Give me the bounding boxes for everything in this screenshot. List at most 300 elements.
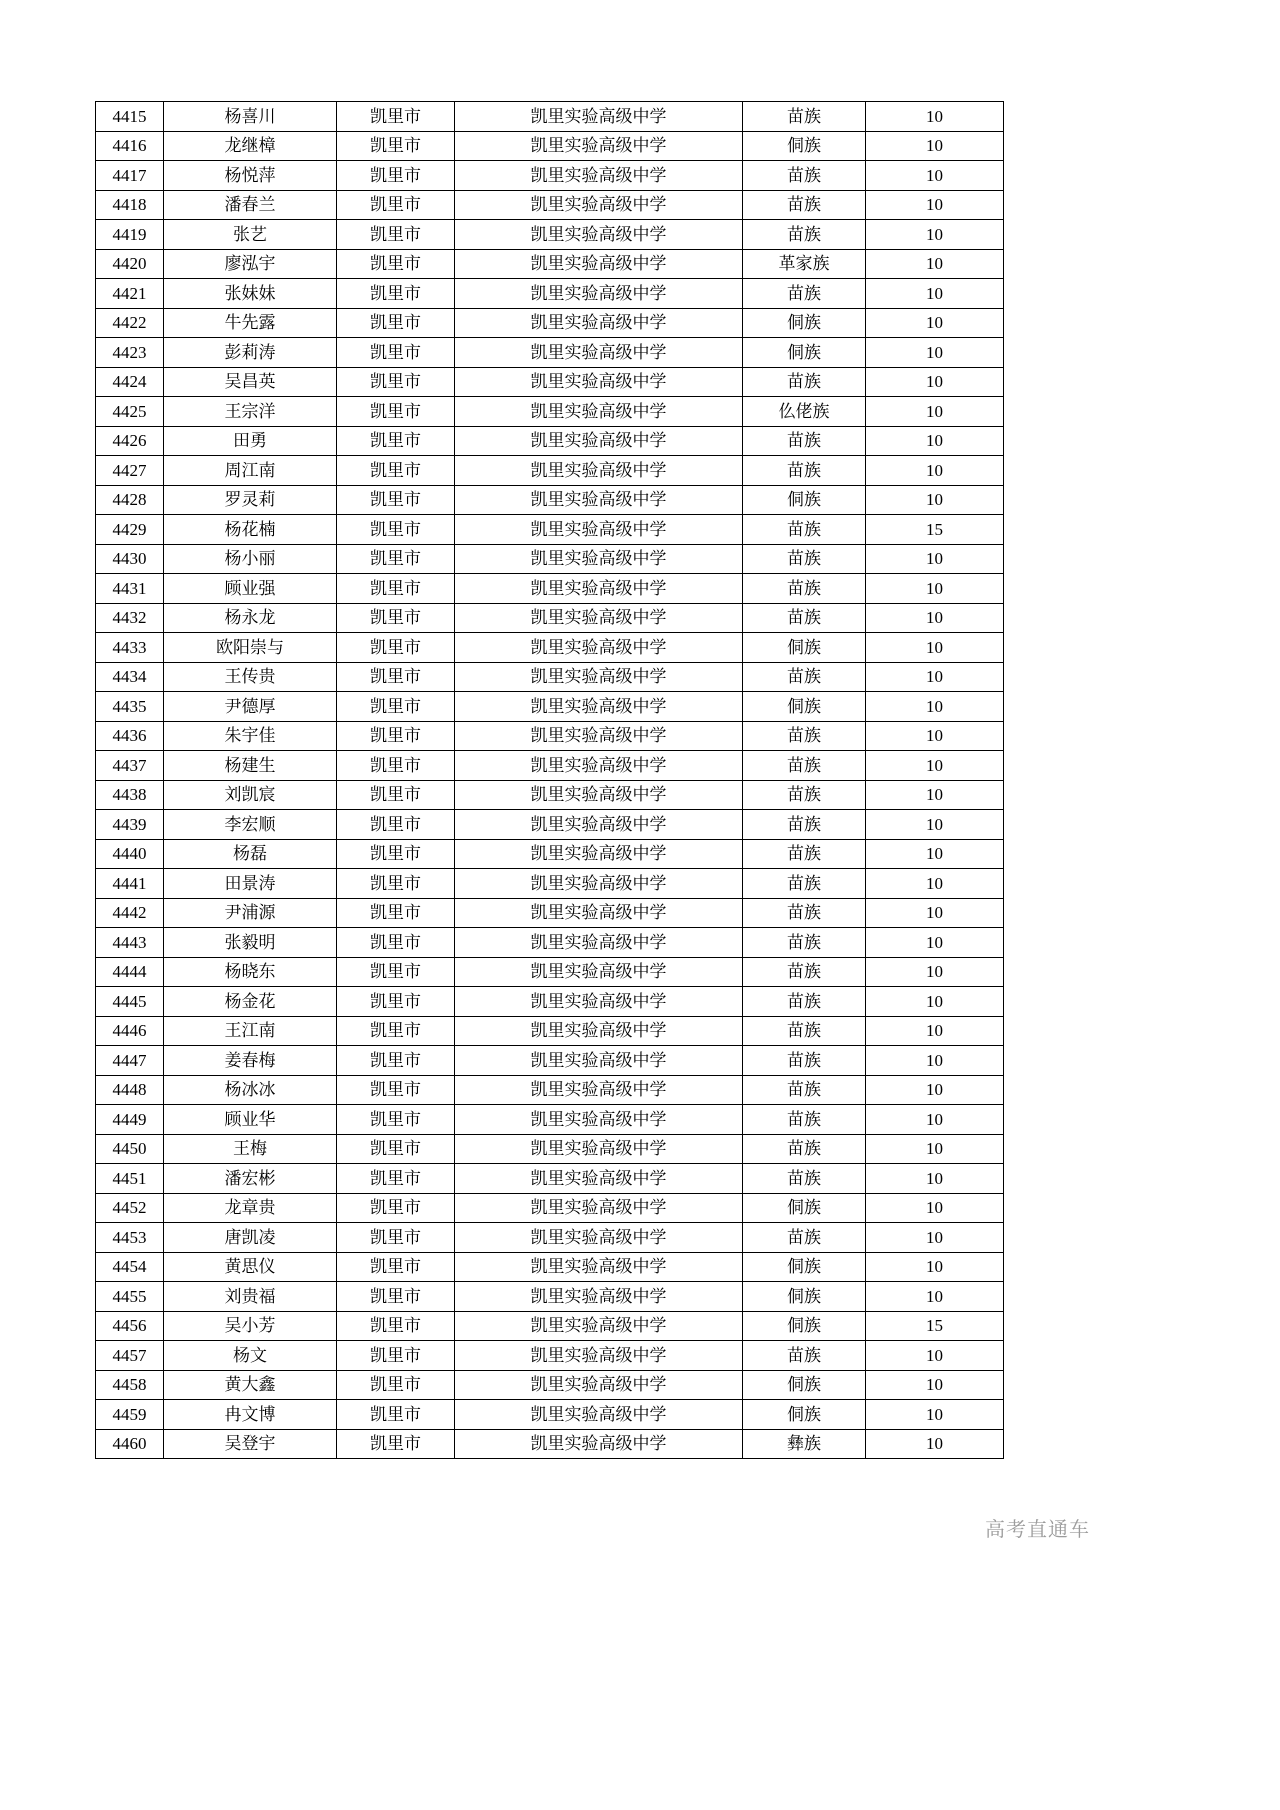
cell-name: 顾业强 xyxy=(164,574,337,604)
cell-id: 4426 xyxy=(96,426,164,456)
cell-city: 凯里市 xyxy=(337,249,455,279)
cell-school: 凯里实验高级中学 xyxy=(455,574,743,604)
cell-score: 10 xyxy=(866,1370,1004,1400)
table-row xyxy=(96,1046,1004,1076)
cell-id: 4448 xyxy=(96,1075,164,1105)
cell-id: 4451 xyxy=(96,1164,164,1194)
cell-name: 尹浦源 xyxy=(164,898,337,928)
cell-city: 凯里市 xyxy=(337,1193,455,1223)
cell-ethnicity: 侗族 xyxy=(743,633,866,663)
table-row xyxy=(96,928,1004,958)
table-row xyxy=(96,249,1004,279)
cell-ethnicity: 侗族 xyxy=(743,485,866,515)
cell-school: 凯里实验高级中学 xyxy=(455,898,743,928)
cell-ethnicity: 侗族 xyxy=(743,1282,866,1312)
cell-city: 凯里市 xyxy=(337,102,455,132)
cell-ethnicity: 苗族 xyxy=(743,1164,866,1194)
cell-id: 4420 xyxy=(96,249,164,279)
cell-name: 唐凯凌 xyxy=(164,1223,337,1253)
cell-school: 凯里实验高级中学 xyxy=(455,1223,743,1253)
table-row xyxy=(96,397,1004,427)
cell-school: 凯里实验高级中学 xyxy=(455,869,743,899)
cell-id: 4457 xyxy=(96,1341,164,1371)
table-row xyxy=(96,190,1004,220)
cell-ethnicity: 苗族 xyxy=(743,987,866,1017)
cell-city: 凯里市 xyxy=(337,839,455,869)
cell-ethnicity: 侗族 xyxy=(743,308,866,338)
table-row xyxy=(96,1223,1004,1253)
table-row xyxy=(96,898,1004,928)
cell-score: 10 xyxy=(866,338,1004,368)
cell-school: 凯里实验高级中学 xyxy=(455,662,743,692)
cell-id: 4443 xyxy=(96,928,164,958)
cell-school: 凯里实验高级中学 xyxy=(455,131,743,161)
table-row xyxy=(96,456,1004,486)
cell-ethnicity: 苗族 xyxy=(743,898,866,928)
cell-score: 10 xyxy=(866,1223,1004,1253)
cell-ethnicity: 侗族 xyxy=(743,1252,866,1282)
cell-id: 4438 xyxy=(96,780,164,810)
table-row xyxy=(96,1075,1004,1105)
cell-city: 凯里市 xyxy=(337,721,455,751)
cell-name: 彭莉涛 xyxy=(164,338,337,368)
table-row xyxy=(96,515,1004,545)
table-row xyxy=(96,810,1004,840)
table-row xyxy=(96,1193,1004,1223)
records-table-container xyxy=(95,101,1004,1459)
table-row xyxy=(96,220,1004,250)
cell-school: 凯里实验高级中学 xyxy=(455,1341,743,1371)
cell-ethnicity: 苗族 xyxy=(743,1046,866,1076)
cell-school: 凯里实验高级中学 xyxy=(455,161,743,191)
cell-id: 4446 xyxy=(96,1016,164,1046)
cell-id: 4423 xyxy=(96,338,164,368)
cell-school: 凯里实验高级中学 xyxy=(455,544,743,574)
cell-id: 4437 xyxy=(96,751,164,781)
cell-score: 10 xyxy=(866,1105,1004,1135)
table-row xyxy=(96,869,1004,899)
cell-score: 10 xyxy=(866,662,1004,692)
cell-name: 龙章贵 xyxy=(164,1193,337,1223)
table-row xyxy=(96,1016,1004,1046)
cell-score: 10 xyxy=(866,987,1004,1017)
cell-city: 凯里市 xyxy=(337,397,455,427)
cell-name: 牛先露 xyxy=(164,308,337,338)
cell-id: 4453 xyxy=(96,1223,164,1253)
cell-name: 王传贵 xyxy=(164,662,337,692)
cell-city: 凯里市 xyxy=(337,338,455,368)
table-row xyxy=(96,338,1004,368)
cell-name: 杨金花 xyxy=(164,987,337,1017)
cell-score: 10 xyxy=(866,692,1004,722)
table-row xyxy=(96,1429,1004,1459)
table-row xyxy=(96,308,1004,338)
cell-name: 廖泓宇 xyxy=(164,249,337,279)
table-row xyxy=(96,1105,1004,1135)
cell-city: 凯里市 xyxy=(337,1400,455,1430)
cell-ethnicity: 革家族 xyxy=(743,249,866,279)
cell-name: 周江南 xyxy=(164,456,337,486)
cell-name: 杨悦萍 xyxy=(164,161,337,191)
cell-name: 王江南 xyxy=(164,1016,337,1046)
cell-score: 10 xyxy=(866,249,1004,279)
table-row xyxy=(96,662,1004,692)
cell-city: 凯里市 xyxy=(337,1341,455,1371)
cell-school: 凯里实验高级中学 xyxy=(455,190,743,220)
cell-school: 凯里实验高级中学 xyxy=(455,928,743,958)
records-table xyxy=(95,101,1004,1459)
cell-ethnicity: 侗族 xyxy=(743,1193,866,1223)
table-row xyxy=(96,957,1004,987)
cell-name: 朱宇佳 xyxy=(164,721,337,751)
cell-id: 4449 xyxy=(96,1105,164,1135)
table-row xyxy=(96,1252,1004,1282)
table-row xyxy=(96,161,1004,191)
cell-score: 10 xyxy=(866,898,1004,928)
cell-name: 杨喜川 xyxy=(164,102,337,132)
cell-score: 10 xyxy=(866,721,1004,751)
cell-id: 4419 xyxy=(96,220,164,250)
cell-school: 凯里实验高级中学 xyxy=(455,308,743,338)
cell-score: 10 xyxy=(866,456,1004,486)
cell-name: 吴昌英 xyxy=(164,367,337,397)
table-row xyxy=(96,1311,1004,1341)
cell-name: 欧阳崇与 xyxy=(164,633,337,663)
cell-id: 4455 xyxy=(96,1282,164,1312)
table-row xyxy=(96,1134,1004,1164)
table-row xyxy=(96,633,1004,663)
cell-id: 4452 xyxy=(96,1193,164,1223)
table-row xyxy=(96,1282,1004,1312)
cell-school: 凯里实验高级中学 xyxy=(455,515,743,545)
cell-city: 凯里市 xyxy=(337,1370,455,1400)
cell-school: 凯里实验高级中学 xyxy=(455,692,743,722)
cell-score: 10 xyxy=(866,780,1004,810)
cell-id: 4415 xyxy=(96,102,164,132)
cell-school: 凯里实验高级中学 xyxy=(455,1105,743,1135)
cell-ethnicity: 苗族 xyxy=(743,1223,866,1253)
cell-ethnicity: 苗族 xyxy=(743,367,866,397)
cell-name: 张妹妹 xyxy=(164,279,337,309)
cell-ethnicity: 苗族 xyxy=(743,810,866,840)
cell-id: 4445 xyxy=(96,987,164,1017)
cell-ethnicity: 苗族 xyxy=(743,220,866,250)
cell-city: 凯里市 xyxy=(337,456,455,486)
cell-ethnicity: 仫佬族 xyxy=(743,397,866,427)
table-row xyxy=(96,102,1004,132)
cell-ethnicity: 侗族 xyxy=(743,692,866,722)
cell-name: 龙继樟 xyxy=(164,131,337,161)
cell-city: 凯里市 xyxy=(337,426,455,456)
table-row xyxy=(96,1400,1004,1430)
cell-school: 凯里实验高级中学 xyxy=(455,485,743,515)
cell-name: 杨小丽 xyxy=(164,544,337,574)
cell-school: 凯里实验高级中学 xyxy=(455,279,743,309)
cell-school: 凯里实验高级中学 xyxy=(455,426,743,456)
cell-score: 10 xyxy=(866,397,1004,427)
cell-id: 4441 xyxy=(96,869,164,899)
cell-school: 凯里实验高级中学 xyxy=(455,1046,743,1076)
cell-city: 凯里市 xyxy=(337,308,455,338)
cell-score: 10 xyxy=(866,633,1004,663)
cell-name: 杨磊 xyxy=(164,839,337,869)
cell-city: 凯里市 xyxy=(337,1164,455,1194)
cell-id: 4428 xyxy=(96,485,164,515)
cell-name: 吴登宇 xyxy=(164,1429,337,1459)
cell-school: 凯里实验高级中学 xyxy=(455,102,743,132)
cell-city: 凯里市 xyxy=(337,1046,455,1076)
cell-ethnicity: 苗族 xyxy=(743,928,866,958)
cell-id: 4433 xyxy=(96,633,164,663)
cell-ethnicity: 苗族 xyxy=(743,544,866,574)
cell-score: 10 xyxy=(866,1193,1004,1223)
table-row xyxy=(96,544,1004,574)
cell-id: 4424 xyxy=(96,367,164,397)
cell-city: 凯里市 xyxy=(337,1134,455,1164)
cell-id: 4460 xyxy=(96,1429,164,1459)
cell-city: 凯里市 xyxy=(337,544,455,574)
cell-school: 凯里实验高级中学 xyxy=(455,810,743,840)
cell-ethnicity: 苗族 xyxy=(743,574,866,604)
cell-school: 凯里实验高级中学 xyxy=(455,957,743,987)
cell-name: 李宏顺 xyxy=(164,810,337,840)
cell-city: 凯里市 xyxy=(337,279,455,309)
cell-ethnicity: 侗族 xyxy=(743,131,866,161)
cell-score: 10 xyxy=(866,810,1004,840)
cell-ethnicity: 侗族 xyxy=(743,1400,866,1430)
cell-school: 凯里实验高级中学 xyxy=(455,1400,743,1430)
cell-ethnicity: 苗族 xyxy=(743,1134,866,1164)
cell-id: 4430 xyxy=(96,544,164,574)
cell-score: 10 xyxy=(866,1134,1004,1164)
cell-school: 凯里实验高级中学 xyxy=(455,1075,743,1105)
cell-name: 刘贵福 xyxy=(164,1282,337,1312)
cell-name: 杨文 xyxy=(164,1341,337,1371)
cell-id: 4416 xyxy=(96,131,164,161)
cell-ethnicity: 苗族 xyxy=(743,721,866,751)
cell-school: 凯里实验高级中学 xyxy=(455,1134,743,1164)
cell-score: 15 xyxy=(866,1311,1004,1341)
table-row xyxy=(96,426,1004,456)
cell-name: 杨冰冰 xyxy=(164,1075,337,1105)
cell-city: 凯里市 xyxy=(337,662,455,692)
cell-score: 10 xyxy=(866,957,1004,987)
cell-ethnicity: 苗族 xyxy=(743,190,866,220)
cell-city: 凯里市 xyxy=(337,751,455,781)
cell-ethnicity: 苗族 xyxy=(743,1016,866,1046)
cell-city: 凯里市 xyxy=(337,1105,455,1135)
cell-ethnicity: 苗族 xyxy=(743,839,866,869)
cell-score: 10 xyxy=(866,102,1004,132)
cell-score: 10 xyxy=(866,1341,1004,1371)
cell-score: 10 xyxy=(866,928,1004,958)
cell-name: 冉文博 xyxy=(164,1400,337,1430)
cell-school: 凯里实验高级中学 xyxy=(455,1016,743,1046)
cell-name: 刘凯宸 xyxy=(164,780,337,810)
cell-id: 4450 xyxy=(96,1134,164,1164)
cell-name: 黄大鑫 xyxy=(164,1370,337,1400)
cell-score: 10 xyxy=(866,1046,1004,1076)
table-row xyxy=(96,574,1004,604)
cell-id: 4421 xyxy=(96,279,164,309)
cell-ethnicity: 苗族 xyxy=(743,102,866,132)
cell-score: 10 xyxy=(866,751,1004,781)
cell-school: 凯里实验高级中学 xyxy=(455,367,743,397)
cell-score: 10 xyxy=(866,161,1004,191)
cell-school: 凯里实验高级中学 xyxy=(455,633,743,663)
cell-name: 姜春梅 xyxy=(164,1046,337,1076)
cell-score: 10 xyxy=(866,544,1004,574)
cell-id: 4456 xyxy=(96,1311,164,1341)
cell-ethnicity: 侗族 xyxy=(743,1311,866,1341)
table-row xyxy=(96,485,1004,515)
cell-city: 凯里市 xyxy=(337,1429,455,1459)
cell-city: 凯里市 xyxy=(337,485,455,515)
cell-name: 罗灵莉 xyxy=(164,485,337,515)
cell-id: 4442 xyxy=(96,898,164,928)
cell-id: 4435 xyxy=(96,692,164,722)
cell-school: 凯里实验高级中学 xyxy=(455,1193,743,1223)
cell-ethnicity: 苗族 xyxy=(743,426,866,456)
cell-name: 张艺 xyxy=(164,220,337,250)
cell-score: 10 xyxy=(866,1075,1004,1105)
table-row xyxy=(96,1370,1004,1400)
cell-name: 杨晓东 xyxy=(164,957,337,987)
cell-score: 10 xyxy=(866,485,1004,515)
cell-school: 凯里实验高级中学 xyxy=(455,1370,743,1400)
table-row xyxy=(96,780,1004,810)
cell-id: 4427 xyxy=(96,456,164,486)
cell-score: 10 xyxy=(866,1252,1004,1282)
cell-score: 10 xyxy=(866,367,1004,397)
cell-ethnicity: 苗族 xyxy=(743,1075,866,1105)
cell-school: 凯里实验高级中学 xyxy=(455,249,743,279)
cell-city: 凯里市 xyxy=(337,574,455,604)
table-row xyxy=(96,721,1004,751)
cell-name: 尹德厚 xyxy=(164,692,337,722)
cell-ethnicity: 苗族 xyxy=(743,456,866,486)
cell-school: 凯里实验高级中学 xyxy=(455,987,743,1017)
cell-city: 凯里市 xyxy=(337,810,455,840)
cell-score: 10 xyxy=(866,1164,1004,1194)
table-row xyxy=(96,1341,1004,1371)
cell-city: 凯里市 xyxy=(337,515,455,545)
cell-score: 10 xyxy=(866,1400,1004,1430)
cell-ethnicity: 苗族 xyxy=(743,662,866,692)
table-row xyxy=(96,603,1004,633)
cell-id: 4422 xyxy=(96,308,164,338)
cell-ethnicity: 苗族 xyxy=(743,957,866,987)
table-row xyxy=(96,1164,1004,1194)
cell-score: 10 xyxy=(866,279,1004,309)
cell-ethnicity: 彝族 xyxy=(743,1429,866,1459)
cell-id: 4454 xyxy=(96,1252,164,1282)
cell-city: 凯里市 xyxy=(337,1311,455,1341)
cell-city: 凯里市 xyxy=(337,190,455,220)
cell-score: 10 xyxy=(866,603,1004,633)
cell-school: 凯里实验高级中学 xyxy=(455,1282,743,1312)
cell-school: 凯里实验高级中学 xyxy=(455,839,743,869)
cell-name: 黄思仪 xyxy=(164,1252,337,1282)
cell-city: 凯里市 xyxy=(337,1075,455,1105)
table-row xyxy=(96,279,1004,309)
cell-ethnicity: 苗族 xyxy=(743,603,866,633)
cell-ethnicity: 苗族 xyxy=(743,515,866,545)
cell-id: 4432 xyxy=(96,603,164,633)
cell-name: 王梅 xyxy=(164,1134,337,1164)
cell-school: 凯里实验高级中学 xyxy=(455,721,743,751)
cell-city: 凯里市 xyxy=(337,220,455,250)
cell-city: 凯里市 xyxy=(337,1282,455,1312)
cell-id: 4447 xyxy=(96,1046,164,1076)
cell-city: 凯里市 xyxy=(337,928,455,958)
cell-name: 杨花楠 xyxy=(164,515,337,545)
cell-name: 潘宏彬 xyxy=(164,1164,337,1194)
cell-name: 田勇 xyxy=(164,426,337,456)
table-row xyxy=(96,751,1004,781)
cell-city: 凯里市 xyxy=(337,131,455,161)
cell-ethnicity: 苗族 xyxy=(743,1105,866,1135)
cell-id: 4425 xyxy=(96,397,164,427)
cell-school: 凯里实验高级中学 xyxy=(455,1164,743,1194)
cell-ethnicity: 侗族 xyxy=(743,1370,866,1400)
cell-id: 4429 xyxy=(96,515,164,545)
cell-city: 凯里市 xyxy=(337,898,455,928)
table-row xyxy=(96,131,1004,161)
cell-ethnicity: 侗族 xyxy=(743,338,866,368)
cell-name: 杨永龙 xyxy=(164,603,337,633)
cell-school: 凯里实验高级中学 xyxy=(455,397,743,427)
cell-city: 凯里市 xyxy=(337,869,455,899)
cell-ethnicity: 苗族 xyxy=(743,1341,866,1371)
cell-name: 张毅明 xyxy=(164,928,337,958)
cell-score: 10 xyxy=(866,839,1004,869)
cell-name: 王宗洋 xyxy=(164,397,337,427)
cell-name: 顾业华 xyxy=(164,1105,337,1135)
cell-score: 10 xyxy=(866,220,1004,250)
cell-score: 10 xyxy=(866,426,1004,456)
cell-ethnicity: 苗族 xyxy=(743,751,866,781)
cell-ethnicity: 苗族 xyxy=(743,869,866,899)
cell-school: 凯里实验高级中学 xyxy=(455,1311,743,1341)
cell-school: 凯里实验高级中学 xyxy=(455,456,743,486)
cell-score: 10 xyxy=(866,190,1004,220)
cell-score: 10 xyxy=(866,574,1004,604)
cell-score: 10 xyxy=(866,1016,1004,1046)
cell-id: 4440 xyxy=(96,839,164,869)
cell-city: 凯里市 xyxy=(337,1223,455,1253)
cell-city: 凯里市 xyxy=(337,1016,455,1046)
cell-id: 4439 xyxy=(96,810,164,840)
cell-name: 杨建生 xyxy=(164,751,337,781)
records-table-body xyxy=(96,102,1004,1459)
cell-id: 4436 xyxy=(96,721,164,751)
table-row xyxy=(96,692,1004,722)
cell-id: 4458 xyxy=(96,1370,164,1400)
cell-city: 凯里市 xyxy=(337,1252,455,1282)
cell-school: 凯里实验高级中学 xyxy=(455,220,743,250)
cell-school: 凯里实验高级中学 xyxy=(455,780,743,810)
cell-ethnicity: 苗族 xyxy=(743,780,866,810)
cell-city: 凯里市 xyxy=(337,957,455,987)
cell-id: 4418 xyxy=(96,190,164,220)
cell-id: 4444 xyxy=(96,957,164,987)
cell-school: 凯里实验高级中学 xyxy=(455,603,743,633)
cell-score: 10 xyxy=(866,131,1004,161)
cell-id: 4417 xyxy=(96,161,164,191)
cell-id: 4434 xyxy=(96,662,164,692)
cell-city: 凯里市 xyxy=(337,633,455,663)
